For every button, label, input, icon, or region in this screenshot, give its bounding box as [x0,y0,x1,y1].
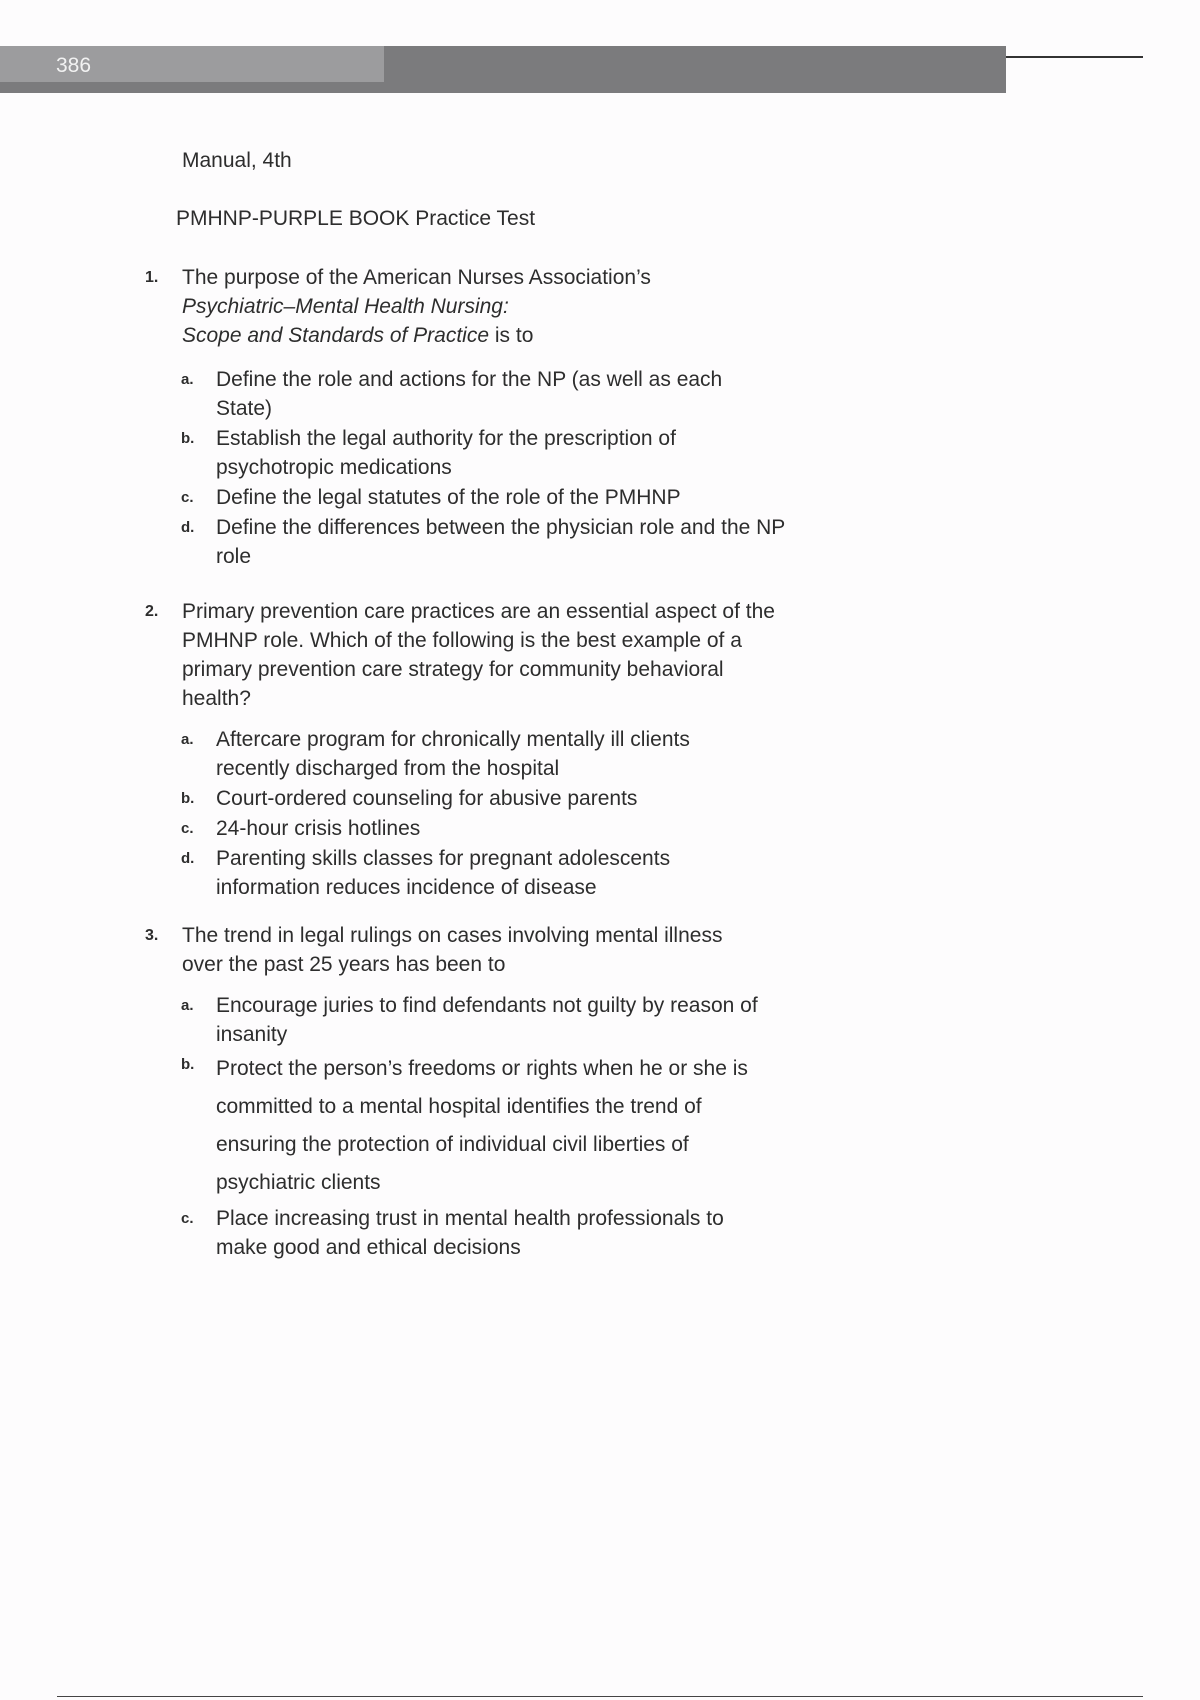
publication-title: Psychiatric–Mental Health Nursing: [182,295,509,318]
option-letter: a. [181,997,194,1014]
option-letter: c. [181,489,194,506]
option-text: Protect the person’s freedoms or rights when he or she is committed to a mental hospital identifies the trend of ensuring the protection of individual civil liberties of psychiatric clients [216,1057,748,1194]
question-stem: The trend in legal rulings on cases involving mental illness over the past 25 years has been to [182,924,723,976]
question-number: 2. [145,603,159,620]
page-number-tab [0,46,384,82]
publication-subtitle: Scope and Standards of Practice [182,324,490,347]
page-number: 386 [56,54,92,77]
question-stem-text: The purpose of the American Nurses Association’s [182,266,651,289]
option-letter: c. [181,820,194,837]
option-letter: d. [181,519,195,536]
option-text: 24-hour crisis hotlines [216,817,421,840]
option-text: Define the legal statutes of the role of the PMHNP [216,486,681,509]
option-text: Define the differences between the physician role and the NP role [216,516,785,568]
option-letter: b. [181,790,195,807]
option-letter: a. [181,731,194,748]
document-subtitle: Manual, 4th [182,149,292,172]
option-letter: a. [181,371,194,388]
question-number: 1. [145,269,159,286]
option-text: Aftercare program for chronically mentally ill clients recently discharged from the hospital [216,728,690,780]
header-rule [1006,56,1143,58]
option-text: Place increasing trust in mental health professionals to make good and ethical decisions [216,1207,724,1259]
option-text: Define the role and actions for the NP (as well as each State) [216,368,723,420]
option-text: Court-ordered counseling for abusive parents [216,787,638,810]
option-letter: c. [181,1210,194,1227]
option-letter: b. [181,1056,195,1073]
question-stem [182,263,792,350]
option-text: Parenting skills classes for pregnant adolescents information reduces incidence of disease [216,847,671,899]
question-stem: Primary prevention care practices are an essential aspect of the PMHNP role. Which of the following is the best example of a primary prevention care strategy for community behavioral health? [182,600,775,710]
option-text: Encourage juries to find defendants not guilty by reason of insanity [216,994,758,1046]
bottom-rule [57,1696,1143,1697]
header-band [0,46,1006,93]
option-letter: d. [181,850,195,867]
question-number: 3. [145,927,159,944]
question-stem-tail: is to [489,324,534,347]
option-letter: b. [181,430,195,447]
book-title: PMHNP-PURPLE BOOK Practice Test [176,207,536,230]
option-text: Establish the legal authority for the prescription of psychotropic medications [216,427,676,479]
